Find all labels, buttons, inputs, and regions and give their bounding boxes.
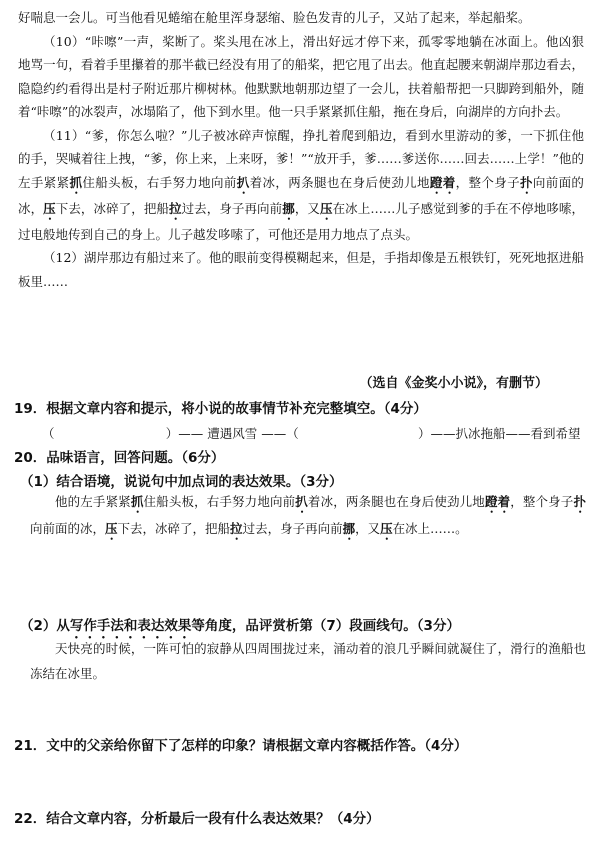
passage-text	[18, 6, 584, 293]
emphasized-word: 扑	[573, 494, 586, 509]
emphasized-word: 扒	[295, 494, 308, 509]
plot-step-4: ——扒冰拖船——看到希望	[430, 426, 581, 441]
quote-paragraph	[30, 489, 586, 543]
text-run: 下去，冰碎了，把船	[55, 200, 169, 216]
blank-2-close: ）	[418, 426, 431, 441]
text-run: ，又	[294, 200, 320, 216]
emphasized-word: 压	[380, 521, 393, 536]
emphasized-word: 抓	[69, 174, 83, 190]
blank-1-open: （	[42, 426, 55, 441]
question-19-plot-fill	[42, 424, 582, 442]
plot-step-2: 遭遇风雪	[207, 426, 258, 441]
emphasized-word: 压	[43, 200, 56, 216]
text-run: 过去，身子再向前	[181, 200, 283, 216]
emphasized-word: 蹬着	[484, 494, 511, 509]
answer-blank-2[interactable]	[299, 426, 418, 441]
emphasized-word: 抓	[130, 494, 144, 509]
emphasized-word: 扒	[236, 174, 250, 190]
emphasized-word: 扑	[519, 174, 533, 190]
text-run: 下去，冰碎了，把船	[117, 521, 231, 536]
arrow: ——	[178, 426, 204, 441]
emphasized-word: 拉	[168, 200, 182, 216]
emphasized-word: 蹬着	[429, 174, 456, 190]
text-run: 过去，身子再向前	[242, 521, 343, 536]
text-run: （11）“爹，你怎么啦？”儿子被冰碎声惊醒，挣扎着爬到船边，看到水里游动的爹，一下抓住他的手，哭喊着往上拽，“爹，你上来，上来呀，爹！”“放开手，爹……爹送你……回去……上学！”他的左手紧紧	[18, 127, 584, 190]
emphasized-word: 挪	[342, 521, 356, 536]
paragraph-11	[18, 124, 584, 247]
text-run: 着冰，两条腿也在身后使劲儿地	[307, 494, 485, 509]
source-citation: （选自《金奖小小说》，有删节）	[359, 376, 548, 391]
text-run: 等角度，品评赏析第（7）段画线句。（3分）	[191, 618, 460, 634]
answer-blank-1[interactable]	[55, 426, 166, 441]
emphasized-word: 压	[105, 521, 118, 536]
question-22-title: 22．结合文章内容，分析最后一段有什么表达效果？（4分）	[14, 811, 380, 827]
blank-1-close: ）	[165, 426, 179, 441]
arrow: ——（	[261, 426, 299, 441]
question-20-1-quote	[30, 489, 586, 543]
paragraph-10: （10）“咔嚓”一声，桨断了。桨头甩在冰上，滑出好远才停下来，孤零零地躺在冰面上。他凶狠地骂一句，看着手里攥着的那半截已经没有用了的船桨，把它甩了出去。他直起腰来朝湖岸那边看去，隐隐约约看得出是村子附近那片柳树林。他默默地朝那边望了一会儿，扶着船帮把一只脚跨到船外，随着“咔嚓”的冰裂声，冰塌陷了，他下到水里。他一只手紧紧抓住船，拖在身后，向湖岸的方向扑去。	[18, 33, 584, 119]
emphasized-phrase: 写作手法和表达效果	[69, 618, 192, 634]
paragraph-12: （12）湖岸那边有船过来了。他的眼前变得模糊起来，但是，手指却像是五根铁钉，死死地抠进船板里……	[18, 250, 584, 289]
question-19-title: 19．根据文章内容和提示，将小说的故事情节补充完整填空。（4分）	[14, 401, 427, 417]
text-run: ，整个身子	[510, 494, 574, 509]
emphasized-word: 挪	[282, 200, 295, 216]
text-run: 向前面的冰，	[18, 174, 584, 216]
question-20-1-title: （1）结合语境，说说句中加点词的表达效果。（3分）	[20, 474, 343, 490]
underlined-sentence: 天快亮的时候，一阵可怕的寂静从四周围拢过来，涌动着的浪几乎瞬间就凝住了，滑行的渔船也冻结在冰里。	[30, 641, 586, 681]
emphasized-word: 拉	[230, 521, 243, 536]
text-run: 着冰，两条腿也在身后使劲儿地	[249, 174, 430, 190]
text-run: 向前面的冰，	[30, 521, 106, 536]
text-run: 在冰上……儿子感觉到爹的手在不停地哆嗦，过电般地传到自己的身上。儿子越发哆嗦了，可他还是用力地点了点头。	[18, 200, 584, 242]
question-21-title: 21．文中的父亲给你留下了怎样的印象？请根据文章内容概括作答。（4分）	[14, 738, 468, 754]
text-run: ，整个身子	[455, 174, 520, 190]
question-20-title: 20．品味语言，回答问题。（6分）	[14, 450, 225, 466]
text-run: 他的左手紧紧	[55, 494, 131, 509]
text-run: （2）从	[20, 618, 70, 634]
paragraph-intro: 好喘息一会儿。可当他看见蜷缩在舱里浑身瑟缩、脸色发青的儿子，又站了起来，举起船桨。	[18, 10, 531, 25]
emphasized-word: 压	[319, 200, 333, 216]
text-run: 住船头板，右手努力地向前	[82, 174, 237, 190]
text-run: 在冰上……。	[392, 521, 468, 536]
text-run: 住船头板，右手努力地向前	[143, 494, 296, 509]
text-run: ，又	[355, 521, 381, 536]
question-20-2-quote	[30, 636, 586, 686]
